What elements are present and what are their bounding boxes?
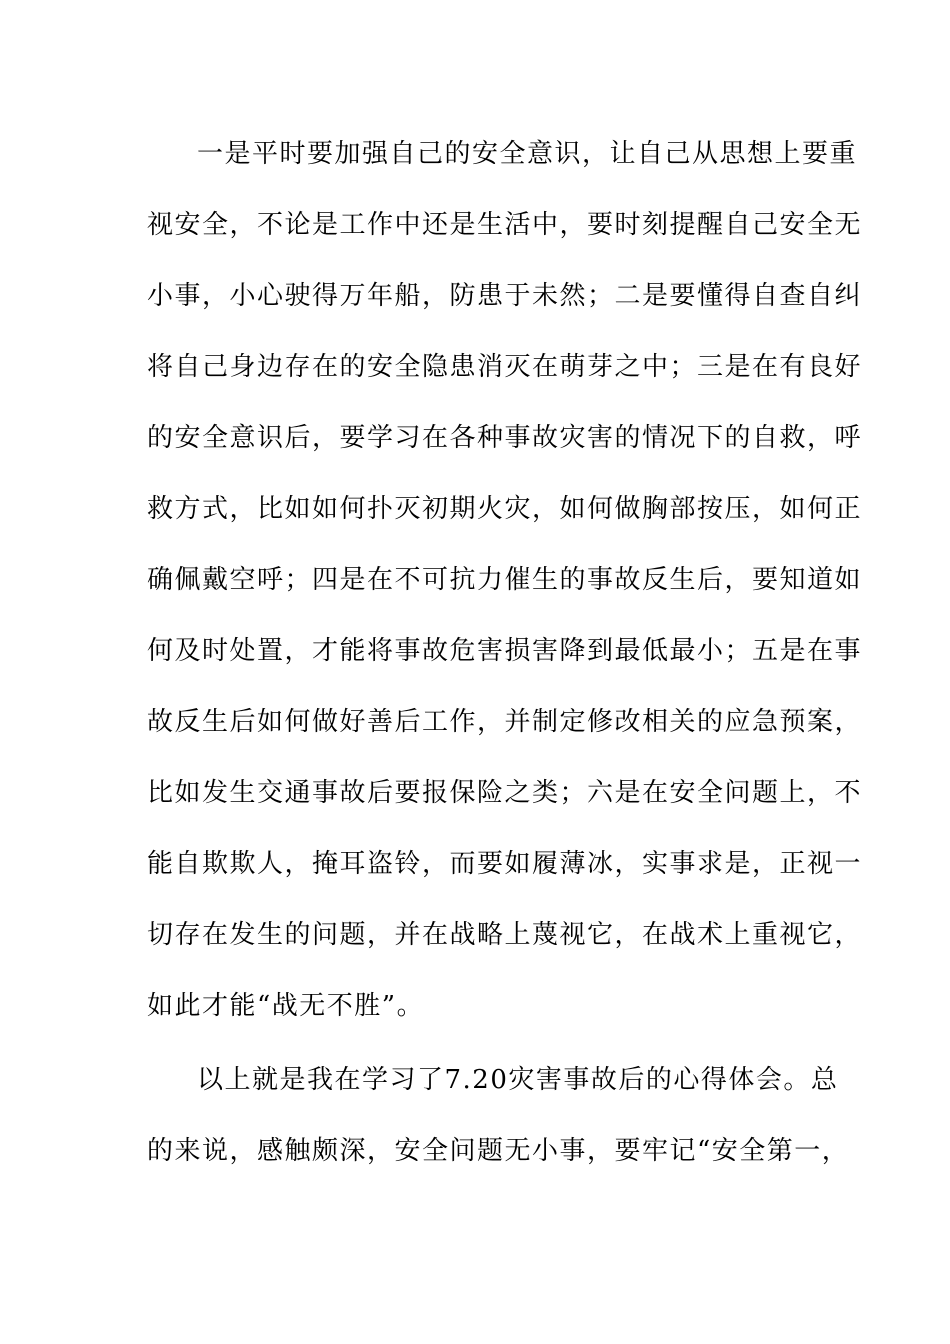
- text-line: 以上就是我在学习了7.20灾害事故后的心得体会。总: [197, 1065, 839, 1095]
- text-line: 比如发生交通事故后要报保险之类；六是在安全问题上，不: [147, 778, 863, 808]
- text-line: 救方式，比如如何扑灭初期火灾，如何做胸部按压，如何正: [147, 494, 863, 524]
- text-line: 小事，小心驶得万年船，防患于未然；二是要懂得自查自纠: [147, 281, 863, 311]
- text-line: 的安全意识后，要学习在各种事故灾害的情况下的自救，呼: [147, 423, 863, 453]
- text-line: 视安全，不论是工作中还是生活中，要时刻提醒自己安全无: [147, 210, 863, 240]
- text-line: 一是平时要加强自己的安全意识，让自己从思想上要重: [197, 139, 858, 169]
- text-line: 何及时处置，才能将事故危害损害降到最低最小；五是在事: [147, 636, 863, 666]
- text-line: 故反生后如何做好善后工作，并制定修改相关的应急预案，: [147, 707, 863, 737]
- text-line: 如此才能“战无不胜”。: [147, 991, 425, 1021]
- text-line: 的来说，感触颇深，安全问题无小事，要牢记“安全第一，: [147, 1136, 850, 1166]
- text-line: 切存在发生的问题，并在战略上蔑视它，在战术上重视它，: [147, 920, 863, 950]
- text-line: 能自欺欺人，掩耳盗铃，而要如履薄冰，实事求是，正视一: [147, 849, 863, 879]
- text-line: 将自己身边存在的安全隐患消灭在萌芽之中；三是在有良好: [147, 352, 863, 382]
- text-line: 确佩戴空呼；四是在不可抗力催生的事故反生后，要知道如: [147, 565, 863, 595]
